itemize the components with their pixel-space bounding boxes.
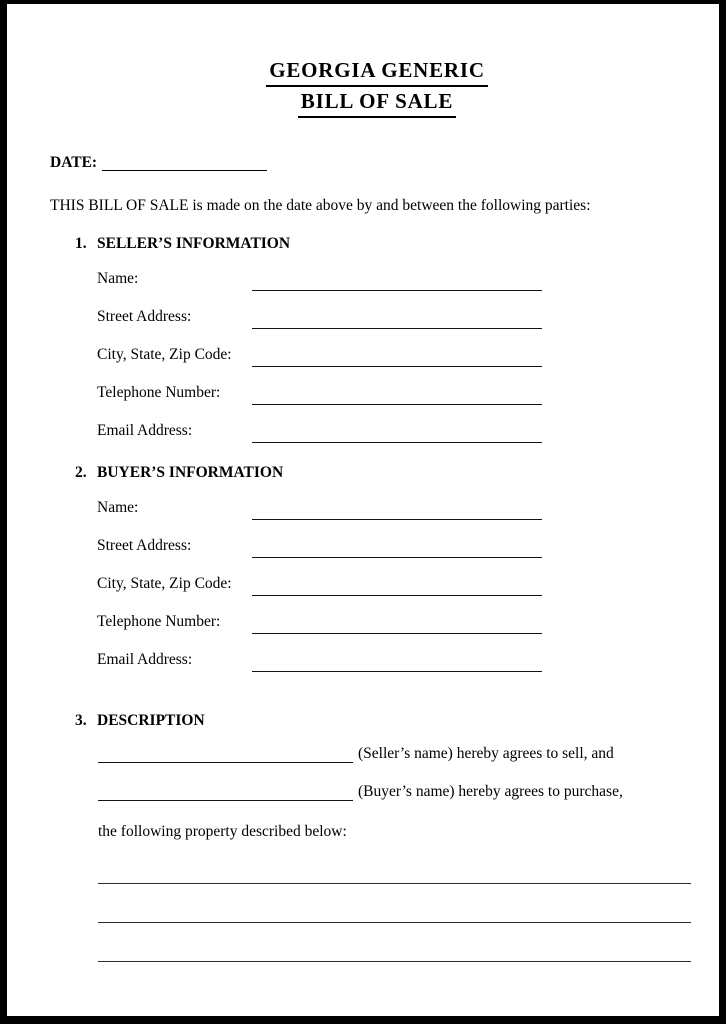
- closing-text: the following property described below:: [98, 823, 347, 840]
- date-input-line[interactable]: [102, 155, 267, 171]
- title-text-2: BILL OF SALE: [298, 87, 456, 118]
- seller-email-row: [97, 421, 542, 444]
- seller-email-input-line[interactable]: [252, 421, 542, 443]
- buyer-clause-row: [98, 782, 704, 805]
- buyer-email-label: Email Address:: [97, 651, 193, 668]
- buyer-city-row: [97, 574, 542, 597]
- buyer-street-input-line[interactable]: [252, 536, 542, 558]
- seller-clause-text: (Seller’s name) hereby agrees to sell, and: [358, 745, 614, 762]
- seller-street-row: [97, 307, 542, 330]
- date-label: DATE:: [50, 154, 98, 171]
- title-line-1: [50, 56, 704, 87]
- buyer-phone-row: [97, 612, 542, 635]
- property-description-line-1[interactable]: [98, 863, 691, 884]
- buyer-street-label: Street Address:: [97, 537, 192, 554]
- seller-phone-label: Telephone Number:: [97, 384, 221, 401]
- section-buyer: [50, 463, 704, 673]
- seller-phone-row: [97, 383, 542, 406]
- date-row: [50, 153, 704, 172]
- section-1-title: SELLER’S INFORMATION: [97, 235, 291, 252]
- seller-fields: [50, 269, 704, 444]
- buyer-email-row: [97, 650, 542, 673]
- section-description: [50, 711, 704, 962]
- seller-street-label: Street Address:: [97, 308, 192, 325]
- buyer-city-input-line[interactable]: [252, 574, 542, 596]
- seller-name-input-line[interactable]: [252, 269, 542, 291]
- title-line-2: [50, 87, 704, 118]
- seller-city-label: City, State, Zip Code:: [97, 346, 232, 363]
- section-2-title: BUYER’S INFORMATION: [97, 464, 284, 481]
- seller-name-row: [97, 269, 542, 292]
- property-description-line-2[interactable]: [98, 902, 691, 923]
- seller-city-row: [97, 345, 542, 368]
- section-1-number: 1.: [75, 235, 87, 252]
- buyer-name-label: Name:: [97, 499, 139, 516]
- section-2-heading: [75, 463, 704, 482]
- buyer-city-label: City, State, Zip Code:: [97, 575, 232, 592]
- section-1-heading: [75, 234, 704, 253]
- seller-name-label: Name:: [97, 270, 139, 287]
- intro-paragraph: THIS BILL OF SALE is made on the date above by and between the following parties:: [50, 197, 591, 214]
- section-seller: [50, 234, 704, 444]
- buyer-street-row: [97, 536, 542, 559]
- seller-clause-row: [98, 744, 704, 767]
- property-description-line-3[interactable]: [98, 941, 691, 962]
- bill-of-sale-page: [7, 4, 719, 1016]
- seller-phone-input-line[interactable]: [252, 383, 542, 405]
- section-3-heading: [75, 711, 704, 730]
- buyer-phone-input-line[interactable]: [252, 612, 542, 634]
- buyer-clause-text: (Buyer’s name) hereby agrees to purchase,: [358, 783, 623, 800]
- seller-email-label: Email Address:: [97, 422, 193, 439]
- buyer-phone-label: Telephone Number:: [97, 613, 221, 630]
- seller-name-blank-line[interactable]: [98, 746, 353, 763]
- buyer-name-blank-line[interactable]: [98, 784, 353, 801]
- buyer-email-input-line[interactable]: [252, 650, 542, 672]
- seller-street-input-line[interactable]: [252, 307, 542, 329]
- buyer-fields: [50, 498, 704, 673]
- seller-city-input-line[interactable]: [252, 345, 542, 367]
- buyer-name-row: [97, 498, 542, 521]
- document-title: [50, 4, 704, 118]
- section-3-title: DESCRIPTION: [97, 712, 205, 729]
- section-3-number: 3.: [75, 712, 87, 729]
- section-2-number: 2.: [75, 464, 87, 481]
- title-text-1: GEORGIA GENERIC: [266, 56, 488, 87]
- buyer-name-input-line[interactable]: [252, 498, 542, 520]
